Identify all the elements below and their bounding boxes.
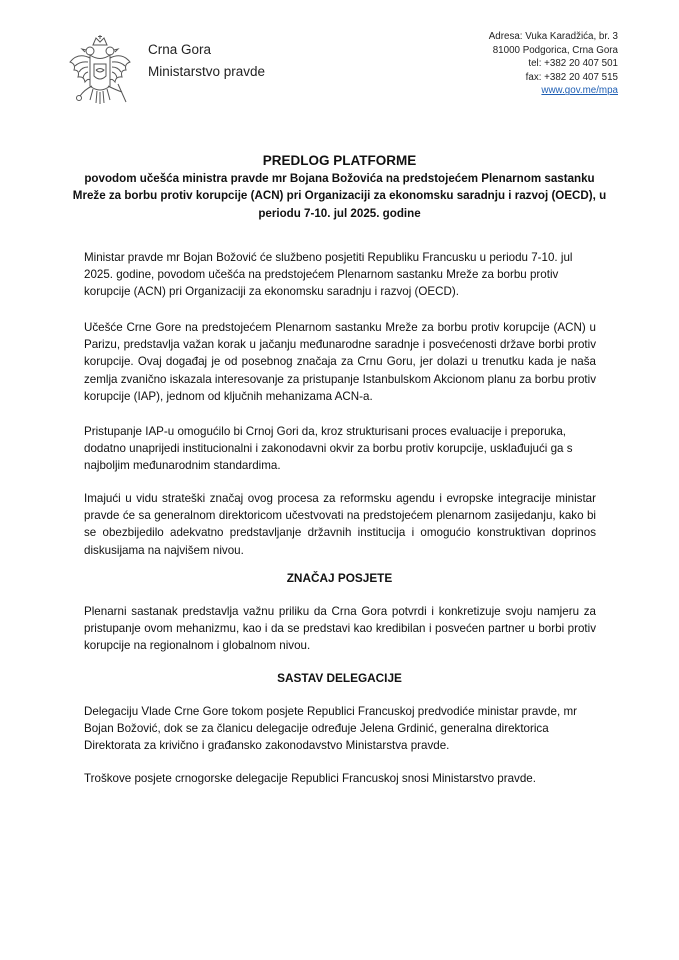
phone-number: tel: +382 20 407 501 — [528, 58, 618, 70]
document-subtitle: povodom učešća ministra pravde mr Bojana Božovića na predstojećem Plenarnom sastanku Mreže za borbu protiv korupcije (ACN) pri Organizaciji za ekonomsku saradnju i razvoj (OECD), u periodu 7-10. jul 2025. godine — [72, 172, 607, 220]
document-title: PREDLOG PLATFORME — [262, 153, 417, 168]
paragraph-intro: Ministar pravde mr Bojan Božović će službeno posjetiti Republiku Francusku u periodu 7-10. jul 2025. godine, povodom učešća na predstojećem Plenarnom sastanku Mreže za borbu protiv korupcije (ACN) pri Organizaciji za ekonomsku saradnju i razvoj (OECD). — [84, 251, 573, 299]
website-link[interactable]: www.gov.me/mpa — [541, 85, 618, 97]
fax-number: fax: +382 20 407 515 — [525, 71, 618, 83]
paragraph-significance: Plenarni sastanak predstavlja važnu priliku da Crna Gora potvrdi i konkretizuje svoju namjeru za pristupanje ovom mehanizmu, kao i da se predstavi kao kredibilan i posvećen partner u borbi protiv korupcije na regionalnom i globalnom nivou. — [84, 605, 596, 653]
contact-info — [489, 30, 618, 98]
address-city: 81000 Podgorica, Crna Gora — [492, 44, 618, 56]
paragraph-delegation: Delegaciju Vlade Crne Gore tokom posjete Republici Francuskoj predvodiće ministar pravde, mr Bojan Božović, dok se za članicu delegacije određuje Jelena Grdinić, generalna direktorica Direktorata za krivično i građansko zakonodavstvo Ministarstva pravde. — [84, 705, 577, 753]
ministry-name — [148, 39, 265, 83]
paragraph-iap: Pristupanje IAP-u omogućilo bi Crnoj Gori da, kroz strukturisani proces evaluacije i preporuka, dodatno unaprijedi institucionalni i zakonodavni okvir za borbu protiv korupcije, usklađujući ga s najboljim međunarodnim standardima. — [84, 425, 573, 473]
org-ministry: Ministarstvo pravde — [148, 64, 266, 79]
section-heading-delegation: SASTAV DELEGACIJE — [277, 671, 402, 685]
paragraph-context: Učešće Crne Gore na predstojećem Plenarnom sastanku Mreže za borbu protiv korupcije (ACN) u Parizu, predstavlja važan korak u jačanju međunarodne saradnje i posvećenosti države borbi protiv korupcije. Ovaj događaj je od posebnog značaja za Crnu Goru, jer dolazi u trenutku kada je naša zemlja zvanično iskazala interesovanje za pristupanje Istanbulskom Akcionom planu za borbu protiv korupcije (IAP), jednom od ključnih mehanizama ACN-a. — [84, 321, 596, 403]
org-country: Crna Gora — [148, 42, 212, 57]
address-street: Adresa: Vuka Karadžića, br. 3 — [488, 31, 618, 42]
section-heading-significance: ZNAČAJ POSJETE — [286, 571, 393, 585]
paragraph-costs: Troškove posjete crnogorske delegacije Republici Francuskoj snosi Ministarstvo pravde. — [84, 772, 536, 785]
coat-of-arms-icon — [66, 34, 134, 110]
paragraph-strategic: Imajući u vidu strateški značaj ovog procesa za reformsku agendu i evropske integracije ministar pravde će sa generalnom direktoricom učestvovati na predstojećem plenarnom zasijedanju, kako bi se obezbijedilo adekvatno predstavljanje državnih institucija i omogućio konstruktivan doprinos diskusijama na najvišem nivou. — [84, 492, 596, 557]
